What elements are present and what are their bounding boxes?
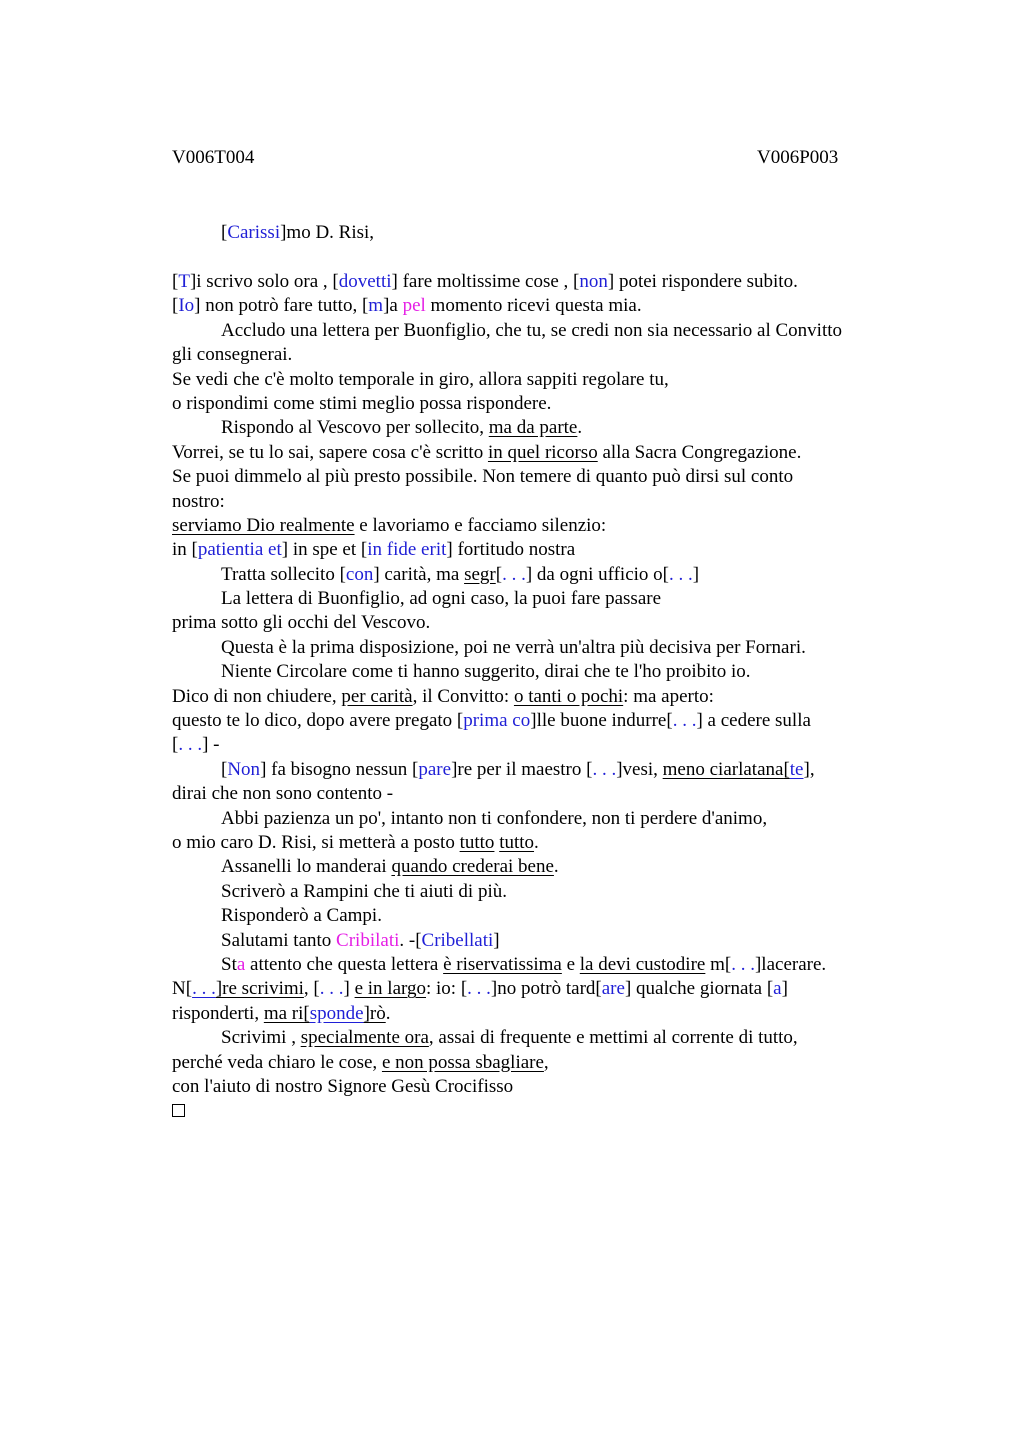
text-segment: Assanelli lo manderai — [221, 856, 392, 878]
text-segment: Rispondo al Vescovo per sollecito, — [221, 417, 489, 439]
letter-line — [172, 880, 912, 904]
text-segment: : ma aperto: — [623, 685, 714, 707]
text-segment: [ — [172, 271, 179, 292]
text-segment: . — [577, 417, 583, 439]
letter-line — [172, 611, 912, 635]
text-segment: Niente Circolare come ti hanno suggerito, dirai che te l'ho proibito io. — [221, 661, 751, 683]
editorial-insertion: in fide erit — [367, 539, 447, 561]
text-segment: ]re per il maestro [ — [451, 758, 593, 780]
text-segment: ] fortitudo nostra — [446, 539, 576, 561]
text-segment: ] - — [202, 734, 220, 756]
text-segment: , — [809, 758, 815, 780]
editorial-correction: pel — [402, 295, 426, 317]
text-segment: . -[ — [399, 929, 422, 951]
end-of-text-box-icon — [172, 1104, 185, 1117]
text-segment: Se puoi dimmelo al più presto possibile. Non temere di quanto può dirsi sul conto — [172, 466, 794, 488]
text-segment: alla Sacra Congregazione. — [597, 441, 802, 463]
text-segment: [ — [172, 734, 179, 756]
letter-line — [172, 904, 912, 928]
editorial-insertion: are — [601, 978, 625, 1000]
text-segment: ] fa bisogno nessun [ — [260, 758, 419, 780]
letter-line — [172, 758, 912, 782]
text-segment: ]no potrò tard[ — [490, 978, 602, 1000]
underlined-text: e non possa sbagliare — [381, 1051, 544, 1073]
letter-line — [172, 782, 912, 806]
text-segment: Salutami tanto — [221, 929, 337, 951]
letter-line — [172, 343, 912, 367]
letter-line — [172, 490, 912, 514]
underlined-text: meno ciarlatana — [662, 758, 784, 780]
letter-line — [172, 733, 912, 757]
underlined-text: serviamo Dio realmente — [172, 514, 355, 536]
text-segment: , [ — [303, 978, 320, 1000]
letter-line — [172, 929, 912, 953]
text-segment: [ — [221, 758, 228, 780]
editorial-insertion: a — [773, 978, 782, 1000]
text-segment: Se vedi che c'è molto temporale in giro, allora sappiti regolare tu, — [172, 368, 669, 390]
editorial-insertion: Carissi — [227, 222, 281, 243]
underlined-text: è riservatissima — [443, 953, 562, 975]
text-segment: Dico di non chiudere, — [172, 685, 342, 707]
underlined-text: segr — [464, 563, 496, 585]
text-segment: questo te lo dico, dopo avere pregato [ — [172, 710, 464, 732]
editorial-insertion: . . . — [192, 978, 216, 1000]
text-segment: ] qualche giornata [ — [624, 978, 774, 1000]
letter-line — [172, 660, 912, 684]
letter-line — [172, 709, 912, 733]
text-segment: momento ricevi questa mia. — [425, 295, 642, 317]
text-segment: La lettera di Buonfiglio, ad ogni caso, la puoi fare passare — [221, 588, 662, 610]
letter-line — [172, 514, 912, 538]
letter-line — [172, 977, 912, 1001]
editorial-insertion: . . . — [731, 953, 755, 975]
text-segment: ] da ogni ufficio o[ — [525, 563, 669, 585]
letter-line — [172, 1075, 912, 1099]
letter-line — [172, 1002, 912, 1026]
text-segment: risponderti, — [172, 1002, 264, 1024]
text-segment: attento che questa lettera — [245, 953, 444, 975]
editorial-insertion: Non — [227, 758, 261, 780]
underlined-text: ma da parte — [488, 417, 578, 439]
text-segment: ] — [493, 929, 500, 951]
text-segment: Scriverò a Rampini che ti aiuti di più. — [221, 880, 507, 902]
text-segment: con l'aiuto di nostro Signore Gesù Crocifisso — [172, 1075, 514, 1097]
text-segment: N[ — [172, 978, 193, 1000]
underlined-text: quando crederai bene — [391, 856, 554, 878]
salutation — [221, 221, 374, 245]
underlined-text: ]re scrivimi — [215, 978, 304, 1000]
letter-line — [172, 392, 912, 416]
text-segment: [ — [172, 295, 179, 317]
text-segment: nostro: — [172, 490, 225, 512]
editorial-insertion: T — [178, 271, 190, 292]
editorial-insertion: pare — [418, 758, 452, 780]
underlined-text: o tanti o pochi — [513, 685, 624, 707]
letter-line — [172, 636, 912, 660]
underlined-text: per carità — [341, 685, 413, 707]
text-segment: o mio caro D. Risi, si metterà a posto — [172, 831, 460, 853]
editorial-insertion: . . . — [672, 710, 697, 732]
document-code-left: V006T004 — [172, 147, 255, 168]
letter-line — [172, 587, 912, 611]
editorial-insertion: con — [345, 563, 374, 585]
underlined-text: la devi custodire — [579, 953, 706, 975]
text-segment: ] carità, ma — [373, 563, 465, 585]
editorial-insertion: sponde — [309, 1002, 364, 1024]
editorial-insertion: non — [579, 271, 608, 292]
underlined-text: tutto — [459, 831, 495, 853]
letter-line — [172, 368, 912, 392]
text-segment: , assai di frequente e mettimi al corrente di tutto, — [428, 1027, 798, 1049]
underlined-text: ma ri[ — [263, 1002, 310, 1024]
letter-line — [172, 855, 912, 879]
text-segment: . — [385, 1002, 391, 1024]
text-segment: ] fare moltissime cose , [ — [391, 271, 580, 292]
text-segment: Accludo una lettera per Buonfiglio, che tu, se credi non sia necessario al Convitto — [221, 319, 843, 341]
text-segment: . — [553, 856, 559, 878]
underlined-text: specialmente ora — [300, 1027, 429, 1049]
letter-line — [172, 270, 912, 294]
letter-body — [172, 270, 912, 1124]
text-segment: gli consegnerai. — [172, 344, 293, 366]
underlined-text: [ — [783, 758, 790, 780]
end-marker-line — [172, 1099, 912, 1123]
text-segment: Vorrei, se tu lo sai, sapere cosa c'è scritto — [172, 441, 488, 463]
text-segment: dirai che non sono contento - — [172, 783, 394, 805]
editorial-insertion: m — [368, 295, 384, 317]
editorial-insertion: . . . — [502, 563, 526, 585]
editorial-correction: a — [236, 953, 246, 975]
text-segment: Questa è la prima disposizione, poi ne verrà un'altra più decisiva per Fornari. — [221, 636, 806, 658]
text-segment: [ — [495, 563, 503, 585]
text-segment: Abbi pazienza un po', intanto non ti confondere, non ti perdere d'animo, — [221, 807, 768, 829]
text-segment: ]i scrivo solo ora , [ — [189, 271, 339, 292]
text-segment: ] — [343, 978, 355, 1000]
text-segment: ]lle buone indurre[ — [530, 710, 673, 732]
letter-line — [172, 563, 912, 587]
text-segment: : io: [ — [426, 978, 468, 1000]
underlined-text: ]rò — [363, 1002, 386, 1024]
editorial-insertion: . . . — [668, 563, 693, 585]
editorial-insertion: dovetti — [338, 271, 392, 292]
text-segment: ] a cedere sulla — [696, 710, 811, 732]
letter-line — [172, 538, 912, 562]
editorial-insertion: . . . — [319, 978, 344, 1000]
text-segment: ] — [803, 758, 810, 780]
text-segment: Tratta sollecito [ — [221, 563, 346, 585]
document-code-right: V006P003 — [757, 147, 839, 168]
text-segment: perché veda chiaro le cose, — [172, 1051, 382, 1073]
text-segment: ]a — [383, 295, 403, 317]
text-segment: ] — [781, 978, 788, 1000]
underlined-text: in quel ricorso — [487, 441, 598, 463]
text-segment: e lavoriamo e facciamo silenzio: — [354, 514, 607, 536]
editorial-insertion: Io — [178, 295, 195, 317]
text-segment: prima sotto gli occhi del Vescovo. — [172, 612, 431, 634]
text-segment: ] in spe et [ — [281, 539, 368, 561]
text-segment: ]lacerare. — [754, 953, 827, 975]
text-segment: ] — [692, 563, 700, 585]
letter-line — [172, 319, 912, 343]
text-segment: . — [534, 831, 539, 853]
letter-line — [172, 441, 912, 465]
text-segment: , — [543, 1051, 549, 1073]
editorial-insertion: . . . — [467, 978, 491, 1000]
underlined-text: tutto — [499, 831, 535, 853]
text-segment: o rispondimi come stimi meglio possa rispondere. — [172, 392, 552, 414]
text-segment: ]mo D. Risi, — [280, 222, 375, 243]
letter-line — [172, 465, 912, 489]
editorial-insertion: . . . — [178, 734, 203, 756]
editorial-insertion: . . . — [592, 758, 617, 780]
editorial-insertion: te — [789, 758, 804, 780]
editorial-insertion: prima co — [463, 710, 531, 732]
letter-line — [172, 807, 912, 831]
letter-line — [172, 953, 912, 977]
text-segment: ]vesi, — [616, 758, 663, 780]
editorial-insertion: Cribellati — [421, 929, 494, 951]
text-segment: , il Convitto: — [412, 685, 514, 707]
letter-line — [172, 294, 912, 318]
editorial-insertion: patientia et — [197, 539, 282, 561]
text-segment: Risponderò a Campi. — [221, 905, 382, 927]
letter-line — [172, 685, 912, 709]
letter-line — [172, 1026, 912, 1050]
text-segment: m[ — [705, 953, 732, 975]
letter-line — [172, 416, 912, 440]
text-segment: ] non potrò fare tutto, [ — [194, 295, 369, 317]
text-segment: ] potei rispondere subito. — [607, 271, 798, 292]
text-segment: St — [221, 953, 237, 975]
text-segment: e — [561, 953, 580, 975]
text-segment: Scrivimi , — [221, 1027, 301, 1049]
underlined-text: e in largo — [354, 978, 426, 1000]
text-segment: [ — [221, 222, 228, 243]
letter-line — [172, 831, 912, 855]
letter-line — [172, 1051, 912, 1075]
text-segment: in [ — [172, 539, 198, 561]
editorial-correction: Cribilati — [336, 929, 400, 951]
